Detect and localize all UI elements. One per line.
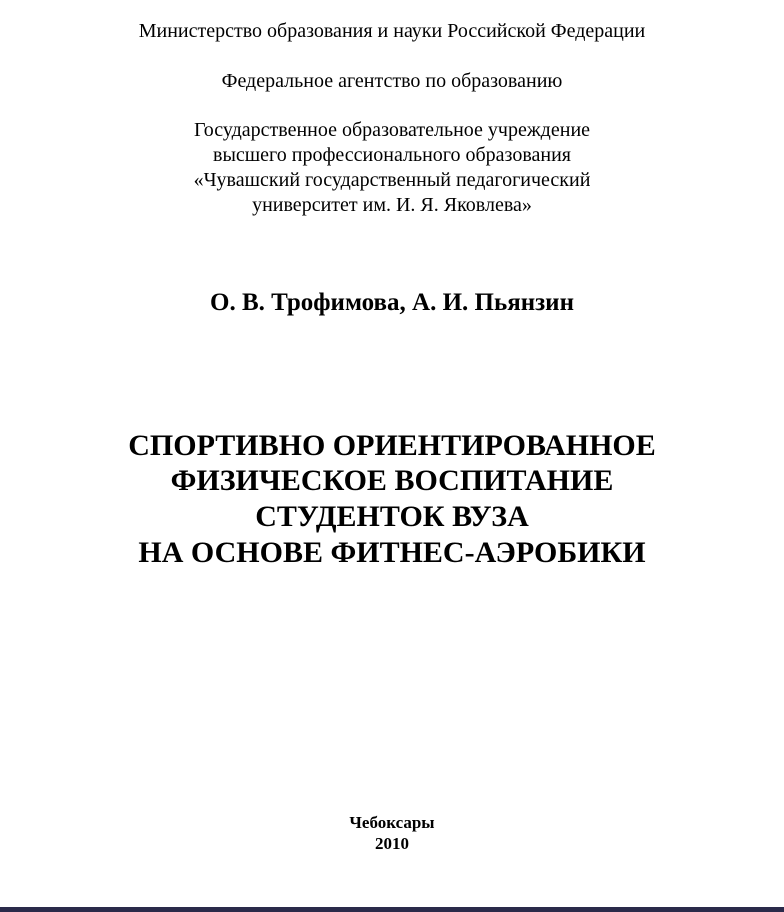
title-line: ФИЗИЧЕСКОЕ ВОСПИТАНИЕ bbox=[170, 464, 614, 497]
publication-year: 2010 bbox=[375, 834, 409, 853]
ministry-name: Министерство образования и науки Российской Федерации bbox=[138, 20, 646, 42]
institution-line: высшего профессионального образования bbox=[213, 144, 571, 166]
agency-name: Федеральное агентство по образованию bbox=[221, 70, 563, 92]
institution-line: «Чувашский государственный педагогический bbox=[193, 169, 591, 191]
bottom-border bbox=[0, 907, 784, 912]
institution-line: университет им. И. Я. Яковлева» bbox=[252, 194, 532, 216]
title-line: СТУДЕНТОК ВУЗА bbox=[255, 500, 529, 533]
title-line: СПОРТИВНО ОРИЕНТИРОВАННОЕ bbox=[128, 429, 656, 462]
institution-line: Государственное образовательное учреждение bbox=[193, 119, 591, 141]
title-line: НА ОСНОВЕ ФИТНЕС-АЭРОБИКИ bbox=[138, 536, 646, 569]
authors: О. В. Трофимова, А. И. Пьянзин bbox=[210, 289, 574, 316]
publication-city: Чебоксары bbox=[349, 813, 435, 832]
